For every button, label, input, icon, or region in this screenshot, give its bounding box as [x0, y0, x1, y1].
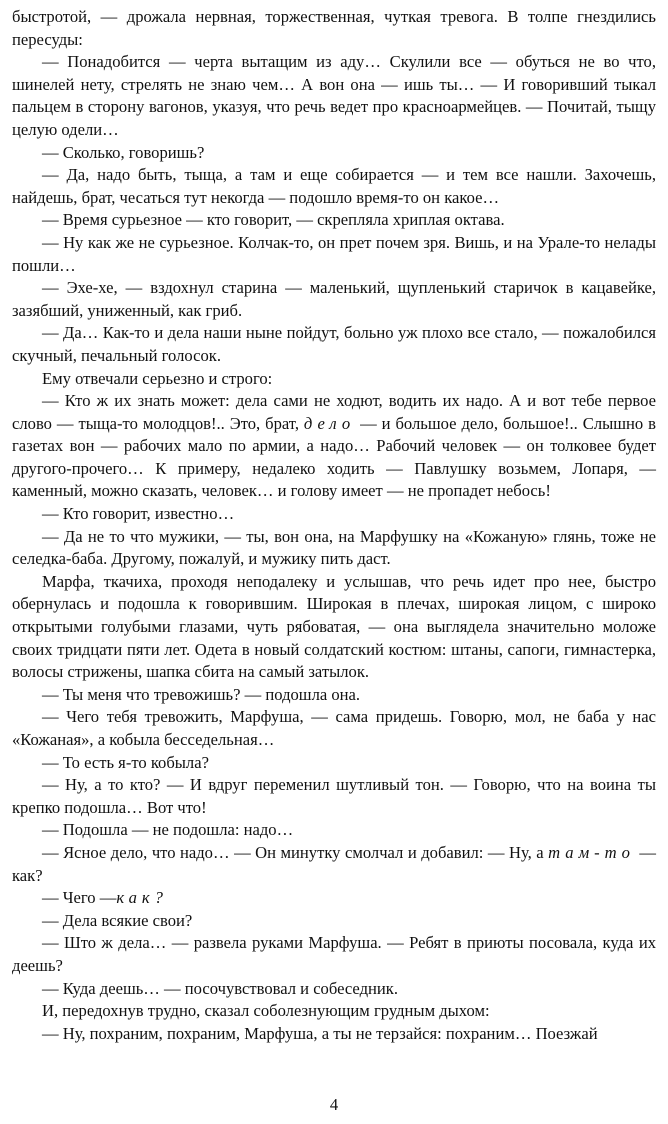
paragraph: — Да не то что мужики, — ты, вон она, на Марфушку на «Кожаную» глянь, тоже не селедка-баба. Другому, пожалуй, и мужику пить даст. — [12, 526, 656, 569]
text-run: — как? — [12, 842, 656, 885]
paragraph: — Эхе-хе, — вздохнул старина — маленький, щупленький старичок в кацавейке, зазябший, униженный, как гриб. — [12, 278, 656, 320]
paragraph: — Да, надо быть, тыща, а там и еще собирается — и тем все нашли. Захочешь, найдешь, брат, чесаться тут некогда — подошло время-то он какое… — [12, 165, 656, 207]
paragraph: — Ну как же не сурьезное. Колчак-то, он прет почем зря. Вишь, и на Урале-то нелады пошли… — [12, 232, 656, 275]
paragraph: И, передохнув трудно, сказал соболезнующим грудным дыхом: — [42, 1001, 490, 1021]
paragraph: — То есть я-то кобыла? — [42, 752, 209, 772]
paragraph: — Понадобится — черта вытащим из аду… Скулили все — обуться не во что, шинелей нету, стрелять не знаю чем… А вон она — ишь ты… — И говоривший тыкал пальцем в сторону вагонов, указуя, что речь ведет про красноармейцев. — Почитай, тыщу целую одели… — [12, 52, 656, 139]
paragraph: — Дела всякие свои? — [42, 910, 193, 930]
paragraph: — Время сурьезное — кто говорит, — скрепляла хриплая октава. — [42, 210, 505, 230]
paragraph: — Ты меня что тревожишь? — подошла она. — [42, 684, 361, 704]
paragraph: — Подошла — не подошла: надо… — [42, 820, 294, 840]
paragraph: Ему отвечали серьезно и строго: — [42, 368, 273, 388]
paragraph: — Чего тебя тревожить, Марфуша, — сама придешь. Говорю, мол, не баба у нас «Кожаная», а кобыла бесседельная… — [12, 707, 656, 749]
paragraph: — Што ж дела… — развела руками Марфуша. — Ребят в приюты посовала, куда их деешь? — [12, 933, 656, 975]
text-run: — Ясное дело, что надо… — Он минутку смолчал и добавил: — Ну, а — [42, 842, 549, 862]
spaced-emphasis: дело — [303, 413, 356, 433]
body-text — [12, 6, 656, 1045]
paragraph: Марфа, ткачиха, проходя неподалеку и услышав, что речь идет про нее, быстро обернулась и подошла к говорившим. Широкая в плечах, широкая лицом, с широко открытыми голубыми глазами, чуть рябоватая, — она выглядела значительно моложе своих тридцати пяти лет. Одета в новый солдатский костюм: штаны, сапоги, гимнастерка, волосы стрижены, шапка сбита на самый затылок. — [12, 571, 656, 682]
page-number: 4 — [329, 1095, 339, 1114]
paragraph — [12, 887, 656, 910]
paragraph: — Кто говорит, известно… — [42, 504, 235, 524]
spaced-emphasis: там-то — [548, 842, 635, 862]
paragraph — [12, 842, 656, 887]
paragraph: — Ну, а то кто? — И вдруг переменил шутливый тон. — Говорю, что на воина ты крепко подошла… Вот что! — [12, 775, 656, 817]
spaced-emphasis: как? — [116, 888, 168, 908]
paragraph: — Ну, похраним, похраним, Марфуша, а ты не терзайся: похраним… Поезжай — [42, 1023, 598, 1043]
paragraph: — Куда деешь… — посочувствовал и собеседник. — [42, 978, 398, 998]
paragraph: быстротой, — дрожала нервная, торжественная, чуткая тревога. В толпе гнездились пересуды: — [12, 7, 656, 49]
text-run: — и большое дело, большое!.. Слышно в газетах вон — рабочих мало по армии, а надо… Рабочий человек — он толковее будет другого-прочего… К примеру, недалеко ходить — Павлушку возьмем, Лопаря, — каменный, можно сказать, человек… и голову имеет — не пропадет небось! — [12, 413, 656, 501]
paragraph — [12, 390, 656, 503]
text-run: — Чего — — [42, 888, 117, 908]
paragraph: — Сколько, говоришь? — [42, 142, 205, 162]
paragraph: — Да… Как-то и дела наши ныне пойдут, больно уж плохо все стало, — пожалобился скучный, печальный голосок. — [12, 323, 656, 365]
text-run: — Кто ж их знать может: дела сами не ходют, водить их надо. А и вот тебе первое слово — тыща-то молодцов!.. Это, брат, — [12, 391, 656, 433]
